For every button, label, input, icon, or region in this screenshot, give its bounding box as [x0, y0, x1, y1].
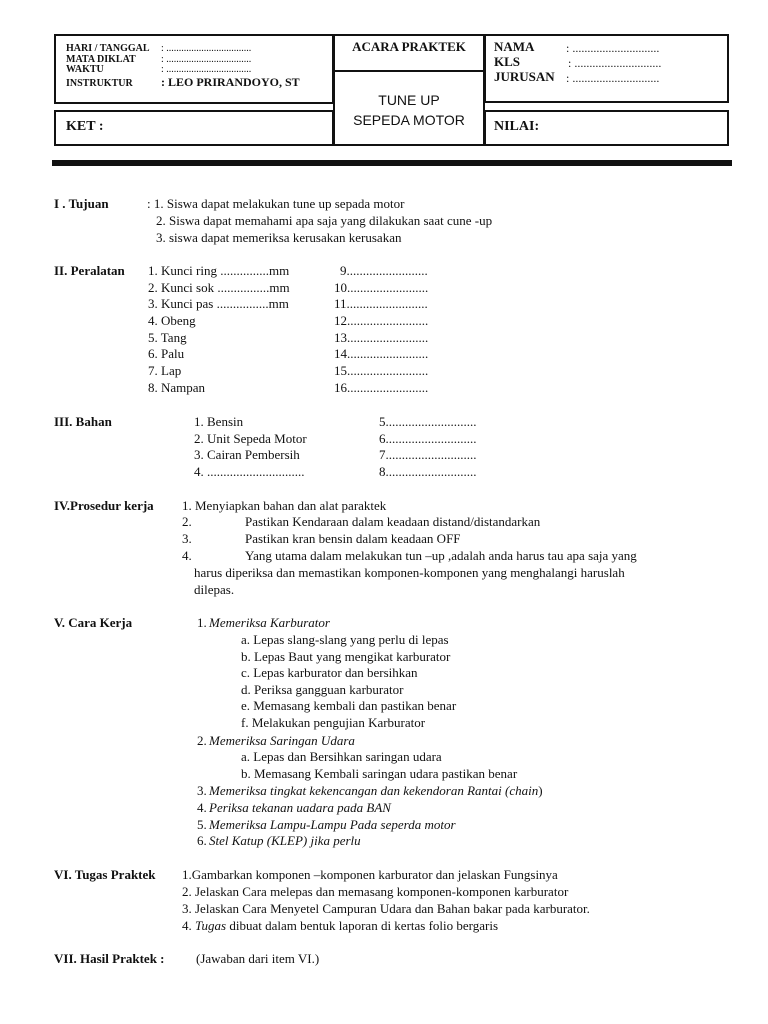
list-item: 1. Kunci ring ...............mm [148, 263, 290, 278]
info-box-left [54, 34, 334, 104]
list-item: 7............................ [379, 447, 477, 462]
prosedur-item-3: Pastikan kran bensin dalam keadaan OFF [245, 531, 461, 546]
cara-step-4-num: 4. [197, 800, 207, 815]
mata-diklat-row: MATA DIKLAT : .................................. [66, 54, 252, 65]
list-item: 12......................... [334, 313, 429, 328]
ket-label: KET : [66, 119, 104, 134]
list-item: 14......................... [334, 346, 429, 361]
prosedur-heading: IV.Prosedur kerja [54, 498, 154, 513]
tujuan-item-3: 3. siswa dapat memeriksa kerusakan kerusakan [156, 230, 402, 245]
list-item: 16......................... [334, 380, 429, 395]
tujuan-item-2: 2. Siswa dapat memahami apa saja yang dilakukan saat cune -up [156, 213, 493, 228]
prosedur-item-4-line1: Yang utama dalam melakukan tun –up ,adalah anda harus tau apa saja yang [245, 548, 637, 563]
kls-label: KLS [494, 54, 521, 69]
list-item: 4. Obeng [148, 313, 196, 328]
hasil-value: (Jawaban dari item VI.) [196, 951, 320, 966]
list-item: d. Periksa gangguan karburator [241, 682, 404, 697]
hasil-heading: VII. Hasil Praktek : [54, 951, 165, 966]
prosedur-item-2: Pastikan Kendaraan dalam keadaan distand/distandarkan [245, 514, 541, 529]
list-item: 5............................ [379, 414, 477, 429]
list-item: c. Lepas karburator dan bersihkan [241, 665, 418, 680]
list-item: a. Lepas slang-slang yang perlu di lepas [241, 632, 449, 647]
ket-box [54, 110, 334, 146]
list-item: 6............................ [379, 431, 477, 446]
prosedur-item-2-num: 2. [182, 514, 192, 529]
cara-step-3: Memeriksa tingkat kekencangan dan kekendoran Rantai (chain) [209, 783, 543, 798]
hari-tanggal-row: HARI / TANGGAL : .................................. [66, 43, 252, 54]
nama-label: NAMA [494, 39, 535, 54]
prosedur-item-4-num: 4. [182, 548, 192, 563]
tugas-item-2: 2. Jelaskan Cara melepas dan memasang komponen-komponen karburator [182, 884, 569, 899]
cara-step-6-num: 6. [197, 833, 207, 848]
tugas-item-3: 3. Jelaskan Cara Menyetel Campuran Udara dan Bahan bakar pada karburator. [182, 901, 590, 916]
cara-step-1: Memeriksa Karburator [209, 615, 330, 630]
instruktur-row: INSTRUKTUR : LEO PRIRANDOYO, ST [66, 75, 300, 89]
list-item: 7. Lap [148, 363, 182, 378]
list-item: 8. Nampan [148, 380, 206, 395]
list-item: 8............................ [379, 464, 477, 479]
cara-step-6: Stel Katup (KLEP) jika perlu [209, 833, 361, 848]
acara-divider [335, 70, 483, 72]
jurusan-label: JURUSAN [494, 69, 555, 84]
practice-title-line1: TUNE UP [378, 92, 440, 108]
cara-step-3-num: 3. [197, 783, 207, 798]
tugas-item-1: 1.Gambarkan komponen –komponen karburator dan jelaskan Fungsinya [182, 867, 558, 882]
list-item: 2. Unit Sepeda Motor [194, 431, 307, 446]
list-item: b. Memasang Kembali saringan udara pastikan benar [241, 766, 518, 781]
waktu-row: WAKTU : .................................. [66, 64, 252, 75]
list-item: 4. .............................. [194, 464, 305, 479]
list-item: 13......................... [334, 330, 429, 345]
list-item: 11......................... [334, 296, 428, 311]
list-item: 3. Cairan Pembersih [194, 447, 300, 462]
prosedur-item-4-line2: harus diperiksa dan memastikan komponen-komponen yang menghalangi haruslah [194, 565, 625, 580]
nilai-box [484, 110, 729, 146]
nilai-label: NILAI: [494, 119, 540, 134]
list-item: 9......................... [340, 263, 428, 278]
header-thick-rule [52, 160, 732, 166]
cara-step-2-num: 2. [197, 733, 207, 748]
tugas-item-4: 4. Tugas dibuat dalam bentuk laporan di kertas folio bergaris [182, 918, 499, 933]
tugas-heading: VI. Tugas Praktek [54, 867, 156, 882]
list-item: 6. Palu [148, 346, 185, 361]
student-info-box [484, 34, 729, 103]
cara-step-5-num: 5. [197, 817, 207, 832]
list-item: f. Melakukan pengujian Karburator [241, 715, 426, 730]
nama-value: : ............................. [566, 41, 660, 55]
practice-title-line2: SEPEDA MOTOR [353, 112, 465, 128]
list-item: b. Lepas Baut yang mengikat karburator [241, 649, 451, 664]
tujuan-heading: I . Tujuan [54, 196, 109, 211]
list-item: a. Lepas dan Bersihkan saringan udara [241, 749, 442, 764]
list-item: e. Memasang kembali dan pastikan benar [241, 698, 457, 713]
list-item: 2. Kunci sok ................mm [148, 280, 290, 295]
prosedur-item-3-num: 3. [182, 531, 192, 546]
cara-step-5: Memeriksa Lampu-Lampu Pada seperda motor [209, 817, 456, 832]
cara-step-2: Memeriksa Saringan Udara [209, 733, 355, 748]
jurusan-value: : ............................. [566, 71, 660, 85]
tujuan-item-1: : 1. Siswa dapat melakukan tune up sepada motor [147, 196, 405, 211]
bahan-heading: III. Bahan [54, 414, 112, 429]
list-item: 1. Bensin [194, 414, 244, 429]
cara-step-4: Periksa tekanan uadara pada BAN [209, 800, 391, 815]
list-item: 5. Tang [148, 330, 187, 345]
list-item: 3. Kunci pas ................mm [148, 296, 289, 311]
prosedur-item-4-line3: dilepas. [194, 582, 235, 597]
list-item: 15......................... [334, 363, 429, 378]
peralatan-heading: II. Peralatan [54, 263, 125, 278]
prosedur-item-1: 1. Menyiapkan bahan dan alat paraktek [182, 498, 387, 513]
acara-praktek-label: ACARA PRAKTEK [352, 39, 466, 54]
kls-value: : ............................. [568, 56, 662, 70]
acara-praktek-box [333, 34, 485, 146]
cara-kerja-heading: V. Cara Kerja [54, 615, 133, 630]
list-item: 10......................... [334, 280, 429, 295]
cara-step-1-num: 1. [197, 615, 207, 630]
